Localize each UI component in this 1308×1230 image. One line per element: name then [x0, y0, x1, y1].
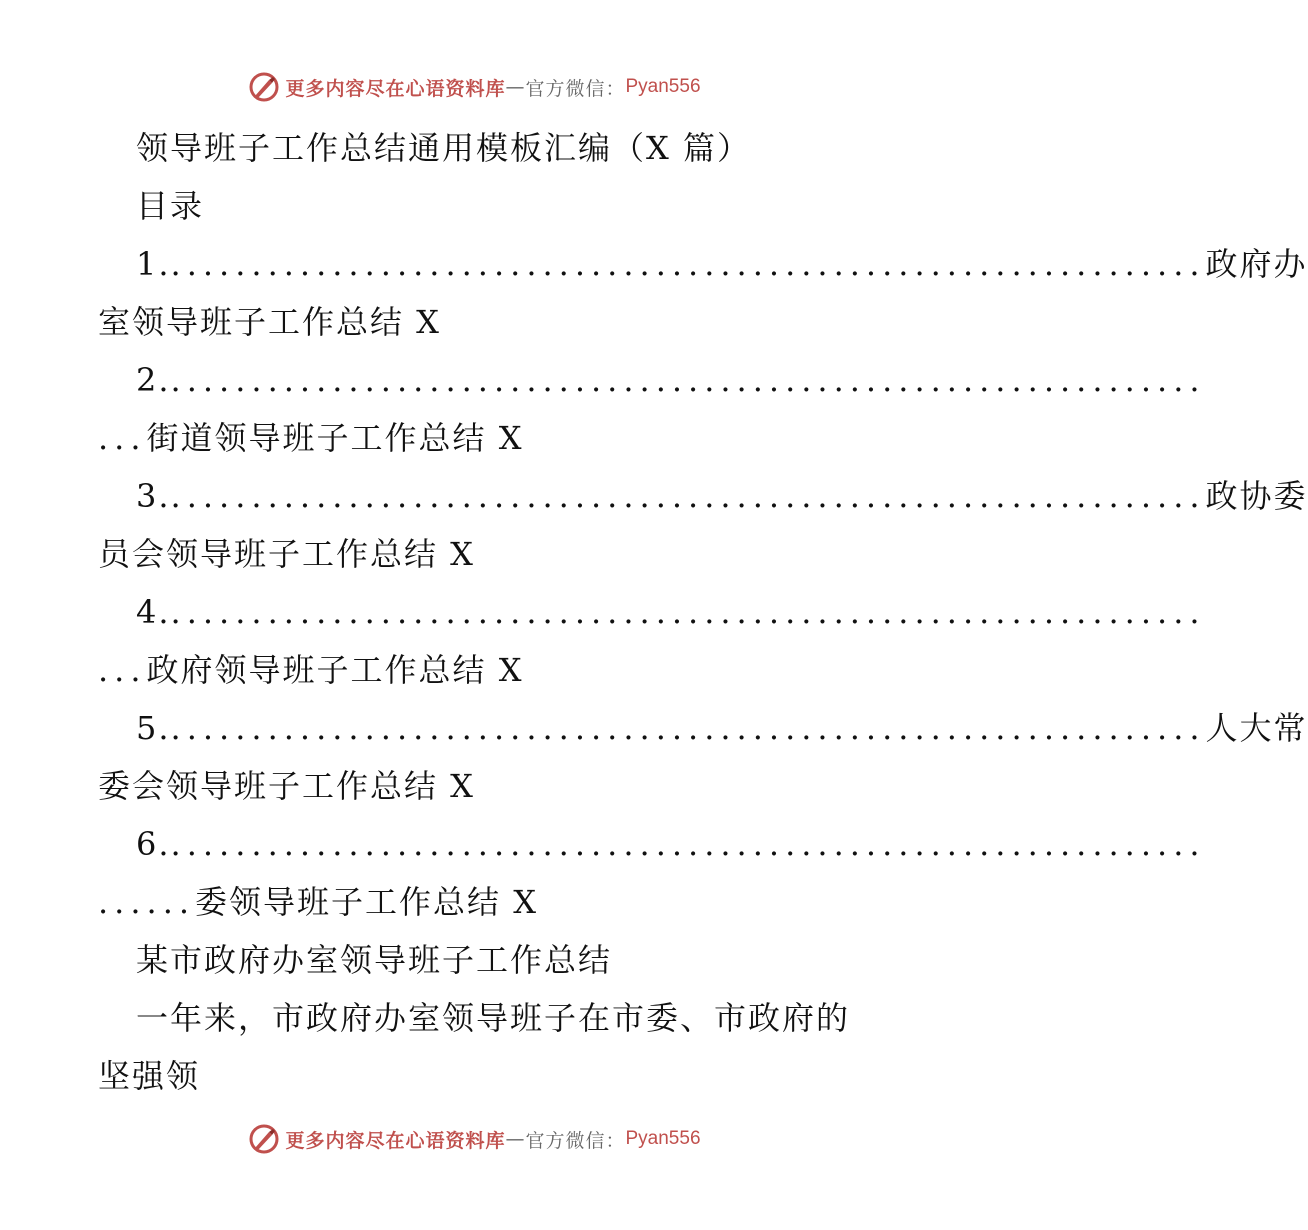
toc-leader-dots: ................................................................: [170, 245, 1206, 283]
toc-entry-head: 人大常: [1205, 709, 1308, 747]
toc-continuation-dots: ...: [98, 651, 147, 689]
toc-entry-text: 委领导班子工作总结 X: [195, 883, 538, 921]
toc-entry-text: 政府领导班子工作总结 X: [146, 651, 524, 689]
toc-leader-dots: ................................................................: [170, 477, 1206, 515]
toc-entry-3[interactable]: [98, 467, 1308, 525]
toc-leader-dots: ................................................................: [170, 593, 1206, 631]
footer-watermark: [0, 1124, 950, 1154]
watermark-separator: —: [505, 76, 526, 98]
toc-heading: 目录: [136, 187, 205, 225]
watermark-id: Pyan556: [625, 76, 701, 97]
toc-entry-head: 政府办: [1205, 245, 1308, 283]
toc-entry-1-continuation: [98, 293, 850, 351]
header-watermark: [0, 72, 950, 102]
watermark-sub-text: 官方微信：: [525, 1129, 626, 1152]
watermark-main-text: 更多内容尽在心语资料库: [285, 77, 506, 100]
toc-entry-text: 员会领导班子工作总结 X: [98, 535, 475, 573]
paragraph-line-1: 一年来，市政府办室领导班子在市委、市政府的: [136, 999, 851, 1037]
watermark-sub-text: 官方微信：: [525, 77, 626, 100]
section-title: 某市政府办室领导班子工作总结: [136, 941, 613, 979]
toc-entry-text: 街道领导班子工作总结 X: [146, 419, 524, 457]
toc-entry-2-continuation: [98, 409, 850, 467]
toc-leader-dots: ................................................................: [170, 709, 1206, 747]
toc-continuation-dots: ......: [98, 883, 196, 921]
toc-entry-head: 政协委: [1205, 477, 1308, 515]
toc-entry-text: 室领导班子工作总结 X: [98, 303, 441, 341]
toc-entry-4-continuation: [98, 641, 850, 699]
document-body: [98, 119, 1308, 1105]
paragraph-line-2: 坚强领: [98, 1057, 201, 1095]
toc-number: 6.: [136, 825, 171, 863]
toc-number: 3.: [136, 477, 171, 515]
toc-entry-3-continuation: [98, 525, 850, 583]
toc-entry-5-continuation: [98, 757, 850, 815]
watermark-id: Pyan556: [625, 1128, 701, 1149]
pen-logo-icon: [249, 1124, 279, 1154]
toc-entry-2[interactable]: [98, 351, 1206, 409]
toc-entry-4[interactable]: [98, 583, 1206, 641]
toc-number: 1.: [136, 245, 171, 283]
toc-entry-6[interactable]: [98, 815, 1206, 873]
watermark-main-text: 更多内容尽在心语资料库: [285, 1129, 506, 1152]
toc-continuation-dots: ...: [98, 419, 147, 457]
toc-leader-dots: ................................................................: [170, 361, 1206, 399]
toc-number: 5.: [136, 709, 171, 747]
pen-logo-icon: [249, 72, 279, 102]
document-title: 领导班子工作总结通用模板汇编（X 篇）: [136, 129, 751, 167]
watermark-separator: —: [505, 1128, 526, 1150]
toc-entry-6-continuation: [98, 873, 850, 931]
toc-number: 4.: [136, 593, 171, 631]
toc-leader-dots: ................................................................: [170, 825, 1206, 863]
toc-number: 2.: [136, 361, 171, 399]
toc-entry-1[interactable]: [98, 235, 1308, 293]
toc-entry-5[interactable]: [98, 699, 1308, 757]
toc-entry-text: 委会领导班子工作总结 X: [98, 767, 475, 805]
